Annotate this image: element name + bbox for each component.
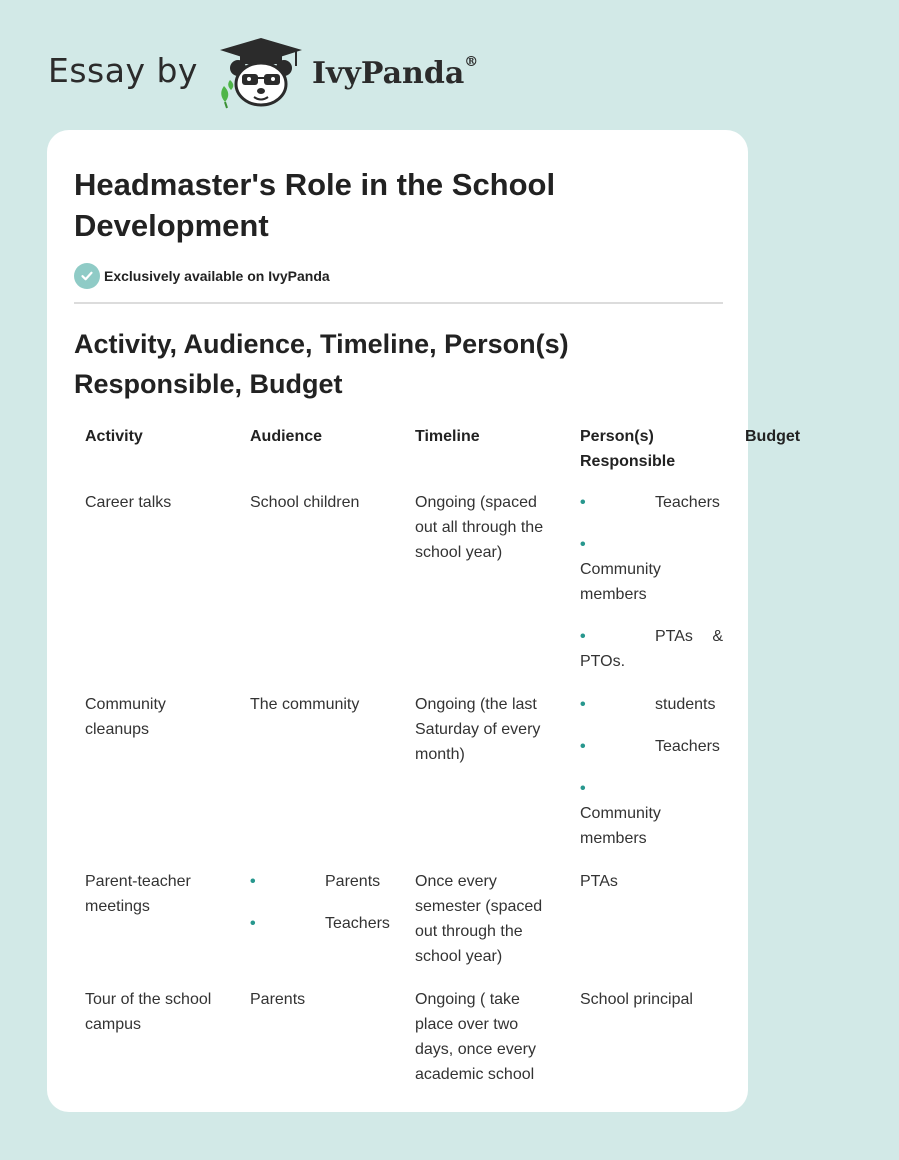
brand-name: IvyPanda® (311, 53, 479, 91)
table-row (74, 688, 899, 865)
cell-activity: Community cleanups (85, 696, 166, 738)
cell-activity: Parent-teacher meetings (85, 873, 191, 915)
bullet-icon: • (580, 780, 586, 797)
cell-timeline: Once every semester (spaced out through the school year) (415, 873, 543, 965)
list-item: • students (580, 692, 723, 717)
check-icon (74, 263, 100, 289)
header-timeline: Timeline (415, 428, 480, 445)
header-budget: Budget (745, 428, 801, 445)
header-audience: Audience (250, 428, 323, 445)
responsible-list (580, 692, 723, 851)
cell-responsible (569, 688, 734, 865)
bullet-icon: • (580, 628, 586, 645)
list-item: • Parents (250, 869, 393, 894)
brand-header (48, 36, 478, 108)
cell-responsible: PTAs (580, 873, 618, 890)
exclusive-badge (74, 263, 330, 289)
divider (74, 302, 723, 304)
cell-budget (734, 688, 899, 865)
bullet-icon: • (580, 696, 586, 713)
cell-budget (734, 983, 899, 1101)
cell-budget (734, 865, 899, 983)
cell-responsible: School principal (580, 991, 693, 1008)
audience-list (250, 869, 393, 936)
list-item: • Teachers (580, 490, 723, 515)
brand-prefix: Essay by (48, 50, 198, 90)
content-card (47, 130, 801, 1112)
header-activity: Activity (85, 428, 143, 445)
responsible-list (580, 490, 723, 674)
section-title: Activity, Audience, Timeline, Person(s) Responsible, Budget (74, 329, 569, 399)
cell-responsible (569, 486, 734, 688)
table-header-row (74, 420, 899, 486)
cell-activity: Tour of the school campus (85, 991, 212, 1033)
list-item: • PTAs & PTOs. (580, 624, 723, 674)
list-item: • Teachers (580, 734, 723, 759)
bullet-icon: • (580, 536, 586, 553)
activity-table (74, 420, 899, 1101)
panda-logo-icon (216, 36, 306, 108)
table-row (74, 983, 899, 1101)
bullet-icon: • (580, 494, 586, 511)
list-item: • Teachers (250, 911, 393, 936)
header-responsible: Person(s) Responsible (580, 428, 676, 470)
cell-audience: School children (250, 494, 360, 511)
cell-audience (239, 865, 404, 983)
cell-timeline: Ongoing (spaced out all through the school year) (415, 494, 544, 561)
cell-activity: Career talks (85, 494, 172, 511)
bullet-icon: • (250, 873, 256, 890)
badge-label: Exclusively available on IvyPanda (104, 268, 330, 284)
cell-audience: Parents (250, 991, 306, 1008)
cell-timeline: Ongoing ( take place over two days, once every academic school (415, 991, 536, 1083)
table-row (74, 865, 899, 983)
list-item: •Community members (580, 776, 723, 851)
cell-budget (734, 486, 899, 688)
cell-audience: The community (250, 696, 360, 713)
bullet-icon: • (580, 738, 586, 755)
bullet-icon: • (250, 915, 256, 932)
table-row (74, 486, 899, 688)
page-title: Headmaster's Role in the School Development (74, 167, 556, 243)
registered-mark: ® (464, 53, 479, 70)
list-item: •Community members (580, 532, 723, 607)
cell-timeline: Ongoing (the last Saturday of every month) (415, 696, 541, 763)
